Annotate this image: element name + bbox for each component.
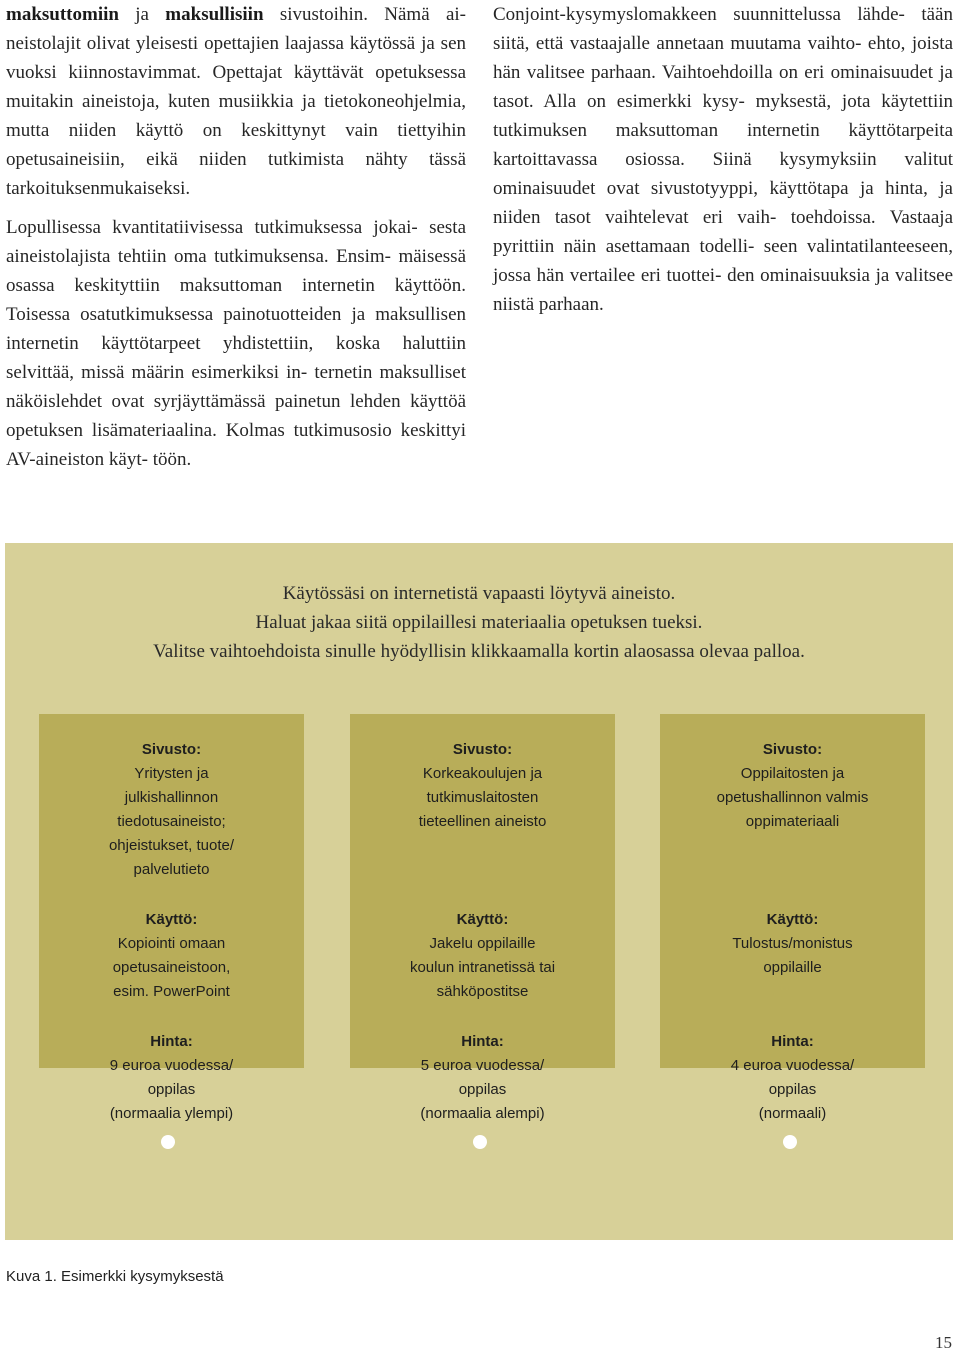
- site-value-line: oppimateriaali: [745, 813, 840, 830]
- site-value-line: julkishallinnon: [124, 789, 219, 806]
- option-card-1: [39, 714, 304, 1122]
- site-value-line: Oppilaitosten ja: [740, 765, 845, 782]
- use-section: [39, 908, 304, 1004]
- instruction-line: Valitse vaihtoehdoista sinulle hyödyllisin klikkaamalla kortin alaosassa olevaa palloa.: [153, 641, 805, 662]
- use-section: [660, 908, 925, 980]
- right-text-column: [493, 0, 953, 319]
- text-line: eri ominaisuudet ja tasot. Alla on esimerkki kysy-: [493, 62, 953, 112]
- price-section: [660, 1030, 925, 1126]
- bold-term-2: maksullisiin: [165, 4, 264, 25]
- text-line: tietokoneohjelmia, mutta niiden käyttö on keskittynyt: [6, 91, 466, 141]
- price-value-line: 5 euroa vuodessa/: [420, 1057, 545, 1074]
- price-value-line: oppilas: [147, 1081, 196, 1098]
- text-line: töön.: [152, 449, 192, 470]
- price-value-line: (normaalia ylempi): [109, 1105, 234, 1122]
- option-card-3: [660, 714, 925, 1122]
- text-line: mäisessä osassa keskityttiin maksuttoman internetin: [6, 246, 467, 296]
- price-value-line: (normaalia alempi): [420, 1105, 545, 1122]
- text-line: ehto, joista hän valitsee parhaan. Vaihtoehdoilla on: [493, 33, 954, 83]
- use-section: [350, 908, 615, 1004]
- text-line: opetuksessa muitakin aineistoja, kuten musiikkia ja: [6, 62, 467, 112]
- price-value-line: oppilas: [458, 1081, 507, 1098]
- site-value-line: tutkimuslaitosten: [426, 789, 539, 806]
- text-line: Conjoint-kysymyslomakkeen suunnittelussa lähde-: [493, 4, 905, 25]
- use-value-line: koulun intranetissä tai: [409, 959, 556, 976]
- site-value-line: opetushallinnon valmis: [716, 789, 869, 806]
- text-line: seen valintatilanteeseen, jossa hän vertailee eri tuottei-: [493, 236, 954, 286]
- survey-question-panel: [5, 543, 953, 1240]
- text-line: myksestä, jota käytettiin tutkimuksen maksuttoman: [493, 91, 954, 141]
- left-paragraph-2: [6, 213, 466, 474]
- text-fragment: sivustoihin. Nämä ai-: [263, 4, 466, 25]
- text-line: koska haluttiin selvittää, missä määrin esimerkiksi in-: [6, 333, 467, 383]
- use-value-line: sähköpostitse: [436, 983, 529, 1000]
- page-number: 15: [935, 1333, 952, 1352]
- price-label: Hinta:: [150, 1033, 193, 1050]
- text-line: den ominaisuuksia ja valitsee niistä parhaan.: [493, 265, 954, 315]
- text-line: ja sen vuoksi kiinnostavimmat. Opettajat käyttävät: [6, 33, 466, 83]
- site-value-line: ohjeistukset, tuote/: [108, 837, 235, 854]
- price-value-line: 9 euroa vuodessa/: [109, 1057, 234, 1074]
- use-value-line: opetusaineistoon,: [112, 959, 231, 976]
- text-line: ternetin maksulliset näköislehdet ovat syrjäyttämässä: [6, 362, 467, 412]
- site-value-line: tiedotusaineisto;: [117, 813, 226, 830]
- text-line: toehdoissa. Vastaaja pyrittiin näin asettamaan todelli-: [493, 207, 953, 257]
- use-value-line: Jakelu oppilaille: [429, 935, 536, 952]
- text-line: Kolmas tutkimusosio keskittyi AV-aineiston käyt-: [6, 420, 467, 470]
- site-label: Sivusto:: [452, 741, 513, 758]
- text-fragment: ja: [118, 4, 166, 25]
- option-card-2: [350, 714, 615, 1122]
- left-text-column: [6, 0, 466, 474]
- text-line: tään siitä, että vastaajalle annetaan muutama vaihto-: [493, 4, 953, 54]
- left-paragraph-1: [6, 0, 466, 203]
- use-label: Käyttö:: [766, 911, 819, 928]
- price-value-line: 4 euroa vuodessa/: [730, 1057, 855, 1074]
- survey-instructions: [5, 579, 953, 666]
- text-line: ja maksullisen internetin käyttötarpeet yhdistettiin,: [6, 304, 467, 354]
- site-section: [39, 738, 304, 882]
- text-line: internetin käyttötarpeita kartoittavassa osiossa. Siinä: [493, 120, 954, 170]
- text-line: käyttöön. Toisessa osatutkimuksessa painotuotteiden: [6, 275, 467, 325]
- site-value-line: tieteellinen aineisto: [418, 813, 547, 830]
- right-paragraph: [493, 0, 953, 319]
- use-value-line: oppilaille: [763, 959, 822, 976]
- price-label: Hinta:: [461, 1033, 504, 1050]
- text-line: painetun lehden käyttöä opetuksen lisämateriaalina.: [6, 391, 466, 441]
- site-value-line: palvelutieto: [133, 861, 210, 878]
- price-section: [350, 1030, 615, 1126]
- use-value-line: Tulostus/monistus: [732, 935, 853, 952]
- bold-term-1: maksuttomiin: [6, 4, 119, 25]
- figure-caption: Kuva 1. Esimerkki kysymyksestä: [6, 1268, 224, 1285]
- text-line: sesta aineistolajista tehtiin oma tutkimuksensa. Ensim-: [6, 217, 467, 267]
- use-label: Käyttö:: [456, 911, 509, 928]
- text-line: nähty tässä tarkoituksenmukaiseksi.: [6, 149, 467, 199]
- select-option-ball-3[interactable]: [783, 1135, 797, 1149]
- instruction-line: Käytössäsi on internetistä vapaasti löytyvä aineisto.: [282, 583, 676, 604]
- use-label: Käyttö:: [145, 911, 198, 928]
- site-value-line: Korkeakoulujen ja: [422, 765, 543, 782]
- text-line: Lopullisessa kvantitatiivisessa tutkimuksessa jokai-: [6, 217, 418, 238]
- site-label: Sivusto:: [141, 741, 202, 758]
- text-line: vain tiettyihin opetusaineisiin, eikä niiden tutkimista: [6, 120, 467, 170]
- use-value-line: esim. PowerPoint: [113, 983, 230, 1000]
- site-value-line: Yritysten ja: [134, 765, 209, 782]
- text-line: kysymyksiin valitut ominaisuudet ovat sivustotyyppi,: [493, 149, 954, 199]
- price-value-line: (normaali): [758, 1105, 827, 1122]
- text-line: neistolajit olivat yleisesti opettajien laajassa käytössä: [6, 33, 416, 54]
- text-line: käyttötapa ja hinta, ja niiden tasot vaihtelevat eri vaih-: [493, 178, 953, 228]
- select-option-ball-1[interactable]: [161, 1135, 175, 1149]
- price-section: [39, 1030, 304, 1126]
- use-value-line: Kopiointi omaan: [117, 935, 226, 952]
- select-option-ball-2[interactable]: [473, 1135, 487, 1149]
- instruction-line: Haluat jakaa siitä oppilaillesi materiaalia opetuksen tueksi.: [255, 612, 703, 633]
- price-value-line: oppilas: [768, 1081, 817, 1098]
- site-label: Sivusto:: [762, 741, 823, 758]
- price-label: Hinta:: [771, 1033, 814, 1050]
- site-section: [660, 738, 925, 834]
- site-section: [350, 738, 615, 834]
